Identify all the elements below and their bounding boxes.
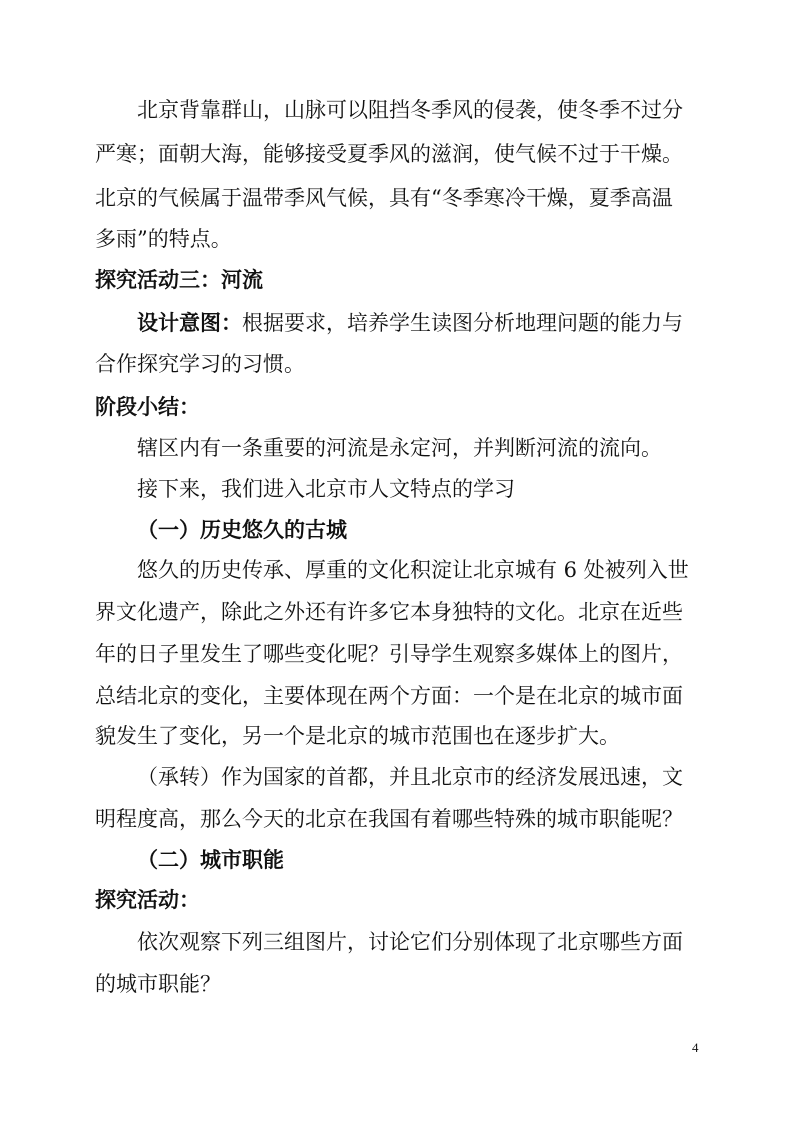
section-heading: 阶段小结： (95, 394, 200, 419)
paragraph-line: 明程度高，那么今天的北京在我国有着哪些特殊的城市职能呢？ (95, 807, 683, 831)
paragraph-line: 年的日子里发生了哪些变化呢？引导学生观察多媒体上的图片， (95, 642, 683, 666)
paragraph-line: 总结北京的变化，主要体现在两个方面：一个是在北京的城市面 (95, 684, 683, 708)
paragraph-line: 多雨”的特点。 (95, 227, 232, 251)
paragraph-line: 北京背靠群山，山脉可以阻挡冬季风的侵袭，使冬季不过分 (137, 98, 683, 122)
section-heading: 探究活动： (95, 887, 200, 912)
paragraph-line: 严寒；面朝大海，能够接受夏季风的滋润，使气候不过于干燥。 (95, 142, 683, 166)
paragraph-line: 的城市职能？ (95, 972, 221, 996)
section-heading: 探究活动三：河流 (95, 267, 263, 292)
design-intent-label: 设计意图： (137, 310, 242, 335)
paragraph-line: 接下来，我们进入北京市人文特点的学习 (137, 477, 515, 501)
section-heading: （二）城市职能 (137, 847, 284, 872)
paragraph-line: 依次观察下列三组图片，讨论它们分别体现了北京哪些方面 (137, 930, 683, 954)
paragraph-line (137, 309, 794, 337)
section-heading: （一）历史悠久的古城 (137, 517, 347, 542)
paragraph-line: 悠久的历史传承、厚重的文化积淀让北京城有 6 处被列入世 (137, 558, 689, 582)
paragraph-line: 辖区内有一条重要的河流是永定河，并判断河流的流向。 (137, 436, 662, 460)
paragraph-line: 合作探究学习的习惯。 (95, 352, 305, 376)
page-number: 4 (692, 1040, 699, 1055)
design-intent-text: 根据要求，培养学生读图分析地理问题的能力与 (242, 311, 683, 335)
paragraph-line: 界文化遗产，除此之外还有许多它本身独特的文化。北京在近些 (95, 600, 683, 624)
paragraph-line: 貌发生了变化，另一个是北京的城市范围也在逐步扩大。 (95, 724, 620, 748)
paragraph-line: （承转）作为国家的首都，并且北京市的经济发展迅速，文 (137, 765, 683, 789)
paragraph-line: 北京的气候属于温带季风气候，具有“冬季寒冷干燥，夏季高温 (95, 186, 673, 210)
